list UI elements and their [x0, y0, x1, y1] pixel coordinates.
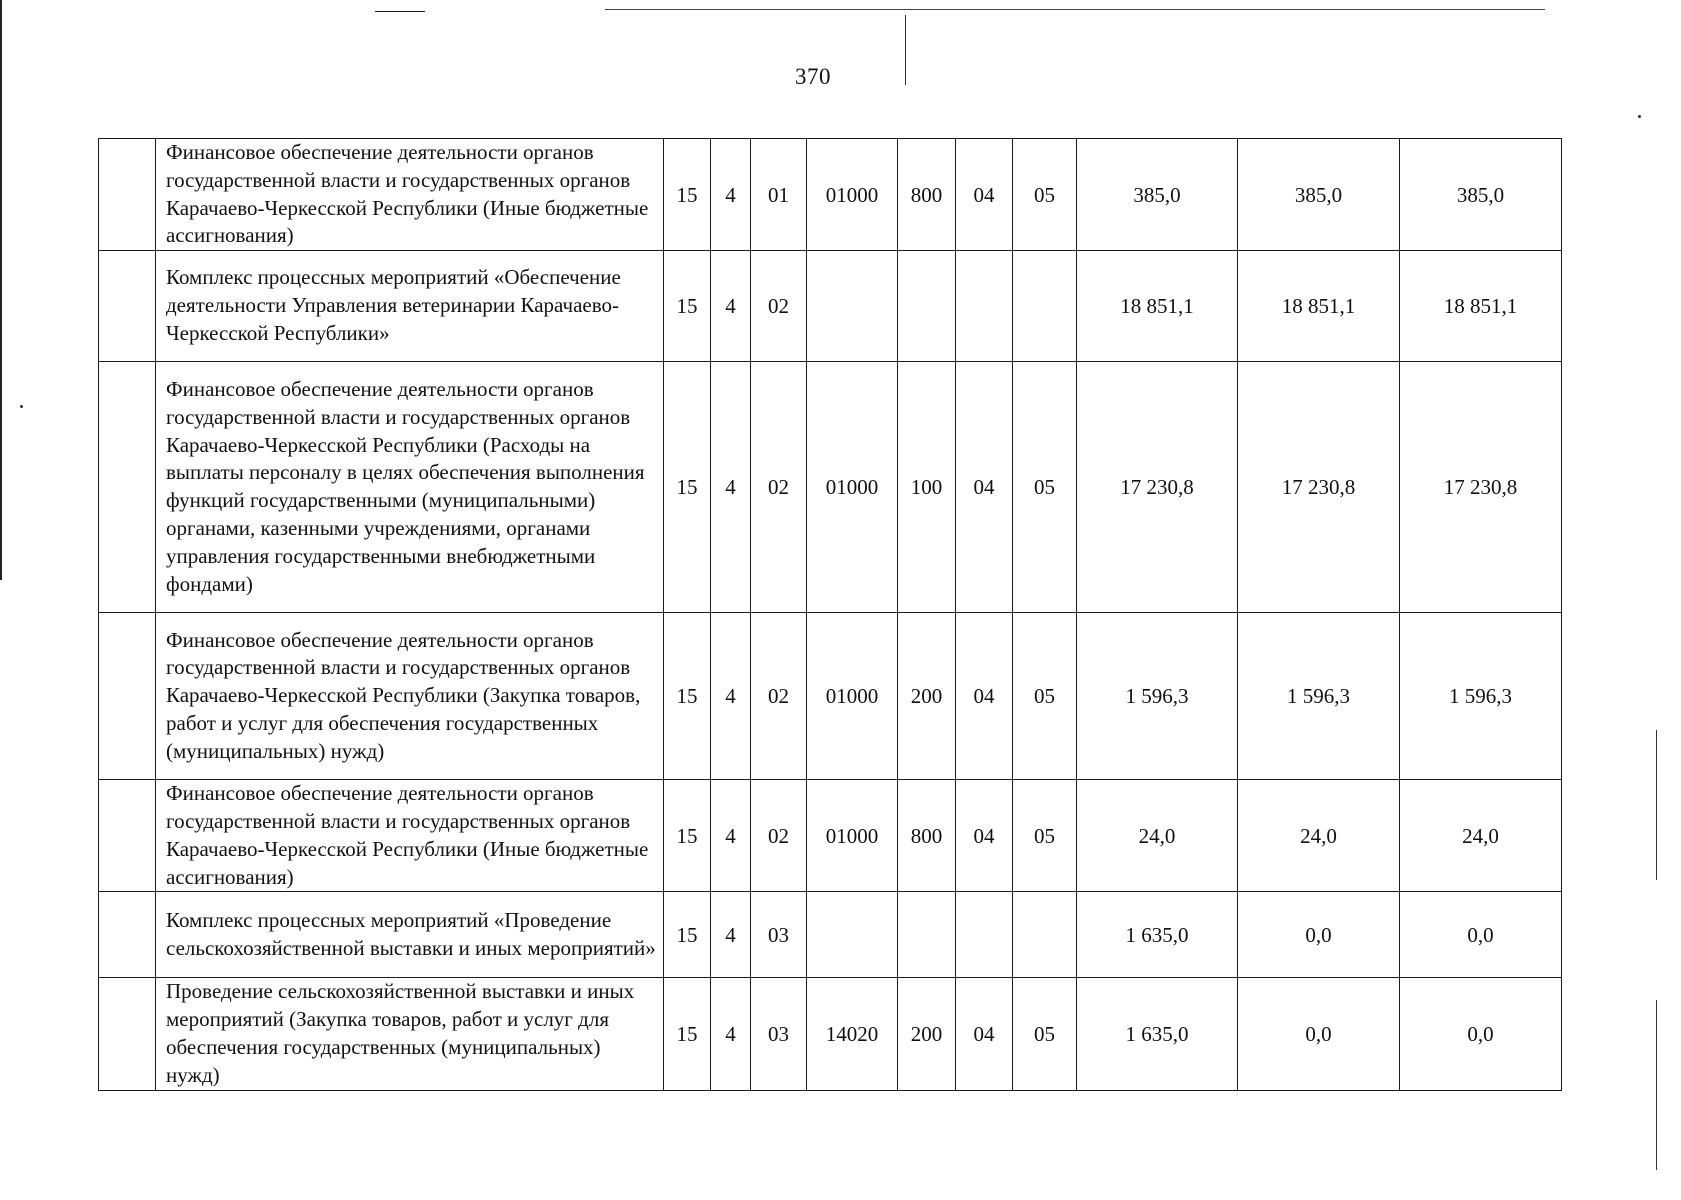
code-cell: 15 [664, 362, 711, 613]
table-row [99, 780, 1562, 892]
row-description: Финансовое обеспечение деятельности органов государственной власти и государственных органов Карачаево-Черкесской Республики (Закупка товаров, работ и услуг для обеспечения государственных (муниципальных) нужд) [156, 613, 664, 780]
code-cell: 14020 [807, 978, 898, 1090]
code-cell: 15 [664, 780, 711, 892]
code-cell: 04 [956, 613, 1013, 780]
code-cell: 15 [664, 892, 711, 978]
code-cell: 03 [751, 978, 807, 1090]
empty-index-cell [99, 362, 156, 613]
code-cell [956, 251, 1013, 362]
code-cell: 15 [664, 978, 711, 1090]
code-cell: 02 [751, 780, 807, 892]
code-cell [1013, 251, 1077, 362]
amount-cell: 0,0 [1400, 978, 1562, 1090]
row-description: Комплекс процессных мероприятий «Обеспечение деятельности Управления ветеринарии Карачаево-Черкесской Республики» [156, 251, 664, 362]
budget-table [98, 138, 1562, 1091]
code-cell [898, 251, 956, 362]
scan-artifact-dot [1638, 115, 1641, 118]
table-row [99, 251, 1562, 362]
code-cell: 01000 [807, 139, 898, 251]
table-row [99, 892, 1562, 978]
amount-cell: 1 596,3 [1400, 613, 1562, 780]
code-cell: 02 [751, 362, 807, 613]
code-cell [807, 251, 898, 362]
code-cell: 4 [711, 362, 751, 613]
empty-index-cell [99, 139, 156, 251]
amount-cell: 385,0 [1238, 139, 1400, 251]
scan-artifact-line [905, 15, 906, 85]
amount-cell: 1 635,0 [1077, 892, 1238, 978]
amount-cell: 1 596,3 [1238, 613, 1400, 780]
row-description: Финансовое обеспечение деятельности органов государственной власти и государственных органов Карачаево-Черкесской Республики (Иные бюджетные ассигнования) [156, 780, 664, 892]
table-row [99, 362, 1562, 613]
code-cell: 04 [956, 139, 1013, 251]
code-cell: 02 [751, 251, 807, 362]
amount-cell: 0,0 [1238, 978, 1400, 1090]
code-cell [956, 892, 1013, 978]
code-cell: 05 [1013, 139, 1077, 251]
code-cell: 04 [956, 978, 1013, 1090]
empty-index-cell [99, 978, 156, 1090]
code-cell: 04 [956, 362, 1013, 613]
amount-cell: 24,0 [1400, 780, 1562, 892]
code-cell: 04 [956, 780, 1013, 892]
table-row [99, 978, 1562, 1090]
code-cell: 01000 [807, 362, 898, 613]
code-cell: 4 [711, 780, 751, 892]
code-cell: 4 [711, 613, 751, 780]
code-cell: 01000 [807, 613, 898, 780]
code-cell: 05 [1013, 362, 1077, 613]
code-cell: 200 [898, 613, 956, 780]
scan-artifact-line [1656, 730, 1657, 880]
code-cell: 05 [1013, 780, 1077, 892]
amount-cell: 1 596,3 [1077, 613, 1238, 780]
empty-index-cell [99, 251, 156, 362]
page-number: 370 [795, 64, 831, 89]
amount-cell: 0,0 [1400, 892, 1562, 978]
amount-cell: 0,0 [1238, 892, 1400, 978]
row-description: Комплекс процессных мероприятий «Проведение сельскохозяйственной выставки и иных мероприятий» [156, 892, 664, 978]
amount-cell: 385,0 [1077, 139, 1238, 251]
code-cell: 02 [751, 613, 807, 780]
row-description: Проведение сельскохозяйственной выставки и иных мероприятий (Закупка товаров, работ и услуг для обеспечения государственных (муниципальных) нужд) [156, 978, 664, 1090]
code-cell: 4 [711, 251, 751, 362]
scan-artifact-line [1656, 1000, 1657, 1170]
code-cell: 4 [711, 978, 751, 1090]
amount-cell: 24,0 [1238, 780, 1400, 892]
row-description: Финансовое обеспечение деятельности органов государственной власти и государственных органов Карачаево-Черкесской Республики (Иные бюджетные ассигнования) [156, 139, 664, 251]
row-description: Финансовое обеспечение деятельности органов государственной власти и государственных органов Карачаево-Черкесской Республики (Расходы на выплаты персоналу в целях обеспечения выполнения функций государственными (муниципальными) органами, казенными учреждениями, органами управления государственными внебюджетными фондами) [156, 362, 664, 613]
table-row [99, 139, 1562, 251]
code-cell: 4 [711, 139, 751, 251]
amount-cell: 24,0 [1077, 780, 1238, 892]
scan-artifact-dot [20, 405, 23, 408]
amount-cell: 18 851,1 [1077, 251, 1238, 362]
empty-index-cell [99, 892, 156, 978]
code-cell: 200 [898, 978, 956, 1090]
amount-cell: 17 230,8 [1077, 362, 1238, 613]
code-cell: 800 [898, 139, 956, 251]
table-row [99, 613, 1562, 780]
amount-cell: 18 851,1 [1400, 251, 1562, 362]
code-cell: 15 [664, 139, 711, 251]
code-cell: 03 [751, 892, 807, 978]
code-cell [807, 892, 898, 978]
empty-index-cell [99, 780, 156, 892]
code-cell [1013, 892, 1077, 978]
amount-cell: 385,0 [1400, 139, 1562, 251]
scan-artifact-edge [0, 0, 2, 580]
code-cell: 4 [711, 892, 751, 978]
code-cell: 15 [664, 251, 711, 362]
amount-cell: 1 635,0 [1077, 978, 1238, 1090]
code-cell: 100 [898, 362, 956, 613]
code-cell: 05 [1013, 978, 1077, 1090]
code-cell: 01 [751, 139, 807, 251]
scan-artifact-line [605, 9, 1545, 10]
scan-artifact-line [375, 11, 425, 12]
empty-index-cell [99, 613, 156, 780]
amount-cell: 17 230,8 [1238, 362, 1400, 613]
code-cell [898, 892, 956, 978]
code-cell: 01000 [807, 780, 898, 892]
code-cell: 05 [1013, 613, 1077, 780]
amount-cell: 18 851,1 [1238, 251, 1400, 362]
amount-cell: 17 230,8 [1400, 362, 1562, 613]
code-cell: 800 [898, 780, 956, 892]
code-cell: 15 [664, 613, 711, 780]
